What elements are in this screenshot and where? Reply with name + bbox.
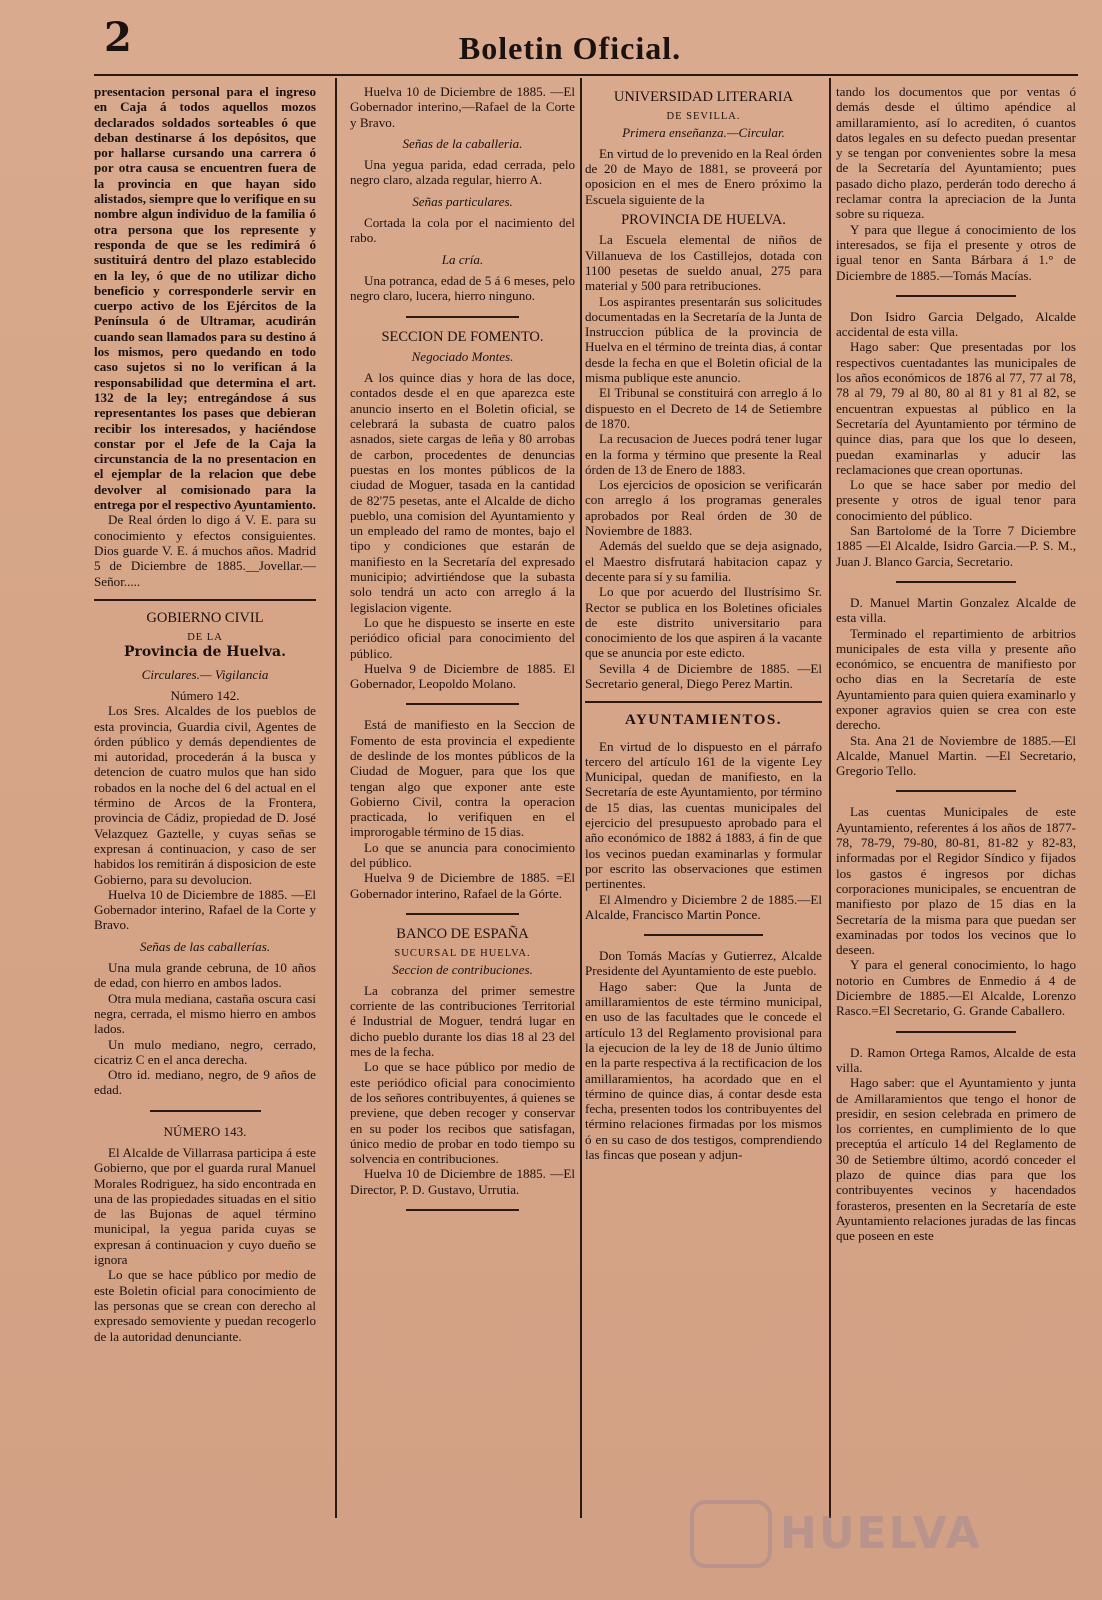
section-divider [836,577,1076,587]
header-rule [94,74,1078,76]
section-divider [585,701,822,703]
article-text: Los Sres. Alcaldes de los pueblos de esta provincia, Guardia civil, Agentes de órden público y demás dependientes de mi autoridad, procederán á la busca y detencion de cuatro mulos que han sido robados en la noche del 6 del actual en el término de Arcos de la Frontera, provincia de Cádiz, propiedad de D. José Velazquez Gaztelle, y cuyas señas se expresan á continuacion, y caso de ser habidos los remitirán á disposicion de este Gobierno, para su devolucion. [94,703,316,887]
article-text: tando los documentos que por ventas ó demás desde el último apéndice al amillaramiento, así lo acrediten, ó cuantos datos legales en su defecto puedan presentar y se tengan por convenientes sobre la mesa de la Secretaría del Ayuntamiento; pues pasado dicho plazo, perderán todo derecho á reclamar contra la apreciacion de la Junta sobre su riqueza. [836,84,1076,222]
article-text: Lo que por acuerdo del Ilustrísimo Sr. Rector se publica en los Boletines oficiales de este distrito universitario para conocimiento de los que aspiren á la vacante que se anuncia por este edicto. [585,584,822,661]
section-divider [94,599,316,601]
article-text: D. Ramon Ortega Ramos, Alcalde de esta villa. [836,1044,1076,1075]
article-text: Don Isidro Garcia Delgado, Alcalde accidental de esta villa. [836,308,1076,340]
article-text: Un mulo mediano, negro, cerrado, cicatriz C en el anca derecha. [94,1036,316,1067]
section-subheading: Circulares.— Vigilancia [141,666,269,682]
section-subheading: Seccion de contribuciones. [392,961,533,977]
article-text: La Escuela elemental de niños de Villanueva de los Castillejos, dotada con 1100 pesetas de sueldo anual, 275 para material y 500 para retribuciones. [585,232,822,294]
article-text: D. Manuel Martin Gonzalez Alcalde de esta villa. [836,594,1076,626]
article-text: Huelva 9 de Diciembre de 1885. El Gobernador, Leopoldo Molano. [350,660,575,692]
article-text: El Tribunal se constituirá con arreglo á lo dispuesto en el Decreto de 14 de Setiembre de 1870. [585,385,822,431]
section-subheading: La cría. [441,251,484,267]
article-text: Cortada la cola por el nacimiento del rabo. [350,215,575,246]
column-4 [836,84,1076,1243]
article-text: Una potranca, edad de 5 á 6 meses, pelo negro claro, lucera, hierro ninguno. [350,272,575,304]
article-text: Huelva 9 de Diciembre de 1885. =El Gobernador interino, Rafael de la Górte. [350,870,575,901]
article-text: Las cuentas Municipales de este Ayuntamiento, referentes á los años de 1877-78, 78-79, 79-80, 80-81, 81-82 y 82-83, informadas por el Regidor Síndico y fijados los gastos é ingresos por dichas corporaciones municipales, se encuentran de manifiesto por plazo de 15 dias en la Secretaría de la misma para que puedan ser examinadas por todos los vecinos que lo deseen. [836,804,1076,958]
article-text: Don Tomás Macías y Gutierrez, Alcalde Presidente del Ayuntamiento de este pueblo. [585,948,822,979]
article-text: Lo que se anuncia para conocimiento del público. [350,839,575,871]
article-text: De Real órden lo digo á V. E. para su conocimiento y efectos consiguientes. Dios guarde V. E. á muchos años. Madrid 5 de Diciembre de 1885.__Jovellar.—Señor..... [94,512,316,589]
newspaper-title: Boletin Oficial. [458,30,682,66]
section-subheading: SUCURSAL DE HUELVA. [394,948,531,960]
notice-number: Número 142. [170,687,240,703]
column-divider [335,78,337,1518]
column-1 [94,84,316,1344]
section-divider [836,786,1076,796]
section-heading: UNIVERSIDAD LITERARIA [613,89,794,105]
article-text: Terminado el repartimiento de arbitrios municipales de esta villa y presente año económico, se encuentra de manifiesto por ocho dias en la Secretaría de este Ayuntamiento para quien quiera examinarlo y exponer agravios quien se crea con este derecho. [836,625,1076,733]
section-heading: GOBIERNO CIVIL [146,609,264,626]
article-text: Una mula grande cebruna, de 10 años de edad, con hierro en ambos lados. [94,960,316,991]
article-text: La cobranza del primer semestre corriente de las contribuciones Territorial é Industrial de Moguer, tendrá lugar en dicho pueblo durante los dias 18 al 23 del mes de la fecha. [350,982,575,1060]
page-number: 2 [104,14,132,61]
section-heading: PROVINCIA DE HUELVA. [621,212,786,229]
article-text: A los quince dias y hora de las doce, contados desde el en que aparezca este anuncio inserto en el Boletin oficial, se celebrará la subasta de cuatro palos asnados, siete cargas de leña y 80 arrobas de carbon, procedentes de denuncias puestas en los montes públicos de la ciudad de Moguer, tasada en la cantidad de 82'75 pesetas, ante el Alcalde de dicho pueblo, una comision del Ayuntamiento y un empleado del ramo de montes, bajo el tipo y condiciones que estarán de manifiesto en la Secretaría del expresado municipio; advirtiéndose que la subasta solo tendrá un acto con arreglo á la legislacion vigente. [350,370,575,615]
section-subheading: Señas particulares. [412,193,513,209]
section-heading: AYUNTAMIENTOS. [624,712,782,729]
article-text: Huelva 10 de Diciembre de 1885. —El Gobernador interino, Rafael de la Corte y Bravo. [94,886,316,933]
article-text: Y para el general conocimiento, lo hago notorio en Cumbres de Enmedio á 4 de Diciembre de 1885.—El Alcalde, Lorenzo Rasco.=El Secretario, G. Grande Caballero. [836,957,1076,1019]
section-subheading: Señas de la caballeria. [402,135,523,151]
section-heading: SECCION DE FOMENTO. [381,328,544,345]
article-text: Y para que llegue á conocimiento de los interesados, se fija el presente y otros de igual tenor en Santa Bárbara á 1.° de Diciembre de 1885.—Tomás Macías. [836,221,1076,283]
column-3 [585,84,822,1162]
section-subheading: Provincia de Huelva. [124,644,286,661]
watermark-text: HUELVA [780,1508,982,1559]
section-heading: BANCO DE ESPAÑA [396,925,529,942]
section-divider [350,909,575,919]
notice-number: NÚMERO 143. [163,1123,247,1139]
article-text: En virtud de lo prevenido en la Real órden de 20 de Mayo de 1881, se proveerá por oposicion en el mes de Enero próximo la Escuela siguiente de la [585,145,822,207]
article-text: Lo que he dispuesto se inserte en este periódico oficial para conocimiento del público. [350,614,575,661]
section-subheading: DE LA [187,632,223,644]
column-divider [829,78,831,1518]
article-text: Sta. Ana 21 de Noviembre de 1885.—El Alcalde, Manuel Martin. —El Secretario, Gregorio Tello. [836,732,1076,779]
column-2 [350,84,575,1223]
section-subheading: Primera enseñanza.—Circular. [622,124,785,140]
article-text: Hago saber: Que presentadas por los respectivos cuentadantes las municipales de los años económicos de 1876 al 77, 77 al 78, 78 al 79, 79 al 80, 80 al 81 y 81 al 82, se encuentran expuestas al público en la Secretaría del Ayuntamiento por término de quince dias, para que los que lo deseen, puedan examinarlas y aducir las reclamaciones que crean oportunas. [836,339,1076,477]
section-subheading: DE SEVILLA. [666,111,741,123]
watermark [690,1508,982,1559]
article-text: Una yegua parida, edad cerrada, pelo negro claro, alzada regular, hierro A. [350,157,575,188]
article-text: Los aspirantes presentarán sus solicitudes documentadas en la Secretaría de la Junta de Instruccion pública de la provincia de Huelva en el término de treinta dias, á contar desde la fecha en que el Boletin oficial de la misma publique este anuncio. [585,293,822,386]
article-text: Huelva 10 de Diciembre de 1885. —El Gobernador interino,—Rafael de la Corte y Bravo. [350,84,575,130]
article-text: Hago saber: Que la Junta de amillaramientos de este término municipal, en uso de las facultades que le concede el artículo 13 del Reglamento provisional para la ejecucion de la ley de 18 de Junio último en la parte respectiva á la rectificacion de los amillaramientos, ha acordado que en el término de quince dias, á contar desde esta fecha, presenten todos los contribuyentes del término relaciones firmadas por los mismos ó en su caso de dos testigos, comprendiendo las fincas que posean y adjun- [585,978,822,1162]
section-subheading: Negociado Montes. [411,348,514,364]
watermark-logo-icon [690,1500,772,1568]
section-divider [350,699,575,709]
article-text: Además del sueldo que se deja asignado, el Maestro disfrutará habitacion capaz y decente para sí y su familia. [585,538,822,584]
article-text: Otro id. mediano, negro, de 9 años de edad. [94,1067,316,1098]
section-divider [94,1106,316,1116]
article-text: presentacion personal para el ingreso en Caja á todos aquellos mozos declarados soldados sorteables ó que deban destinarse á los depósitos, que por hallarse cursando una carrera ó por otra causa se encuentren fuera de la provincia en que hayan sido alistados, siempre que lo verifique en su nombre algun individuo de la familia ó otra persona que los represente y responda de que se les redimirá ó sustituirá dentro del plazo establecido en la ley, ó que de no utilizar dicho beneficio y corresponderle servir en cuerpo activo de los Ejércitos de la Península ó de Ultramar, acudirán cuando sean llamados para su destino á los mismos, pero quedando en todo caso sujetos si no lo verifican á la responsabilidad que determina el art. 132 de la ley; entregándose á sus representantes los pases que debieran recibir los interesados, y haciéndose constar por el Jefe de la Caja la circunstancia de la no presentacion en el ejemplar de la relacion que debe devolver al comisionado para la entrega por el respectivo Ayuntamiento. [94,84,316,513]
article-text: Huelva 10 de Diciembre de 1885. —El Director, P. D. Gustavo, Urrutia. [350,1166,575,1197]
article-text: San Bartolomé de la Torre 7 Diciembre 1885 —El Alcalde, Isidro Garcia.—P. S. M., Juan J. Blanco Garcia, Secretario. [836,523,1076,569]
article-text: Está de manifiesto en la Seccion de Fomento de esta provincia el expediente de deslinde de los montes públicos de la Ciudad de Moguer, para que los que tengan algo que exponer ante este Gobierno Civil, contra la operacion practicada, lo verifiquen en el improrogable término de 15 dias. [350,717,575,840]
article-text: Lo que se hace público por medio de este periódico oficial para conocimiento de los señores contribuyentes, á quienes se previene, que deben recoger y conservar en su poder los recibos que satisfagan, único medio de probar en todo tiempo su solvencia en contribuciones. [350,1059,575,1167]
masthead [0,0,1102,78]
article-text: El Alcalde de Villarrasa participa á este Gobierno, que por el guarda rural Manuel Morales Rodriguez, ha sido encontrada en una de las propiedades situadas en el sitio de las Bujonas de aquel término municipal, la yegua parida cuyas se expresan á continuacion y cuyo dueño se ignora [94,1145,316,1268]
article-text: Lo que se hace saber por medio del presente y otros de igual tenor para conocimiento del público. [836,477,1076,523]
article-text: Los ejercicios de oposicion se verificarán con arreglo á los programas generales aprobados por Real órden de 30 de Noviembre de 1883. [585,477,822,539]
section-divider [350,312,575,322]
column-divider [580,78,582,1518]
article-text: Lo que se hace público por medio de este Boletin oficial para conocimiento de las personas que se crean con derecho al expresado semoviente y puedan recogerlo de la autoridad denunciante. [94,1267,316,1344]
section-subheading: Señas de las caballerías. [139,938,271,954]
section-divider [350,1205,575,1215]
article-text: Sevilla 4 de Diciembre de 1885. —El Secretario general, Diego Perez Martin. [585,660,822,691]
article-text: La recusacion de Jueces podrá tener lugar en la forma y término que presente la Real órden de 13 de Enero de 1883. [585,431,822,477]
article-text: En virtud de lo dispuesto en el párrafo tercero del artículo 161 de la vigente Ley Municipal, quedan de manifiesto, en la Secretaría de este Ayuntamiento, por término de 15 dias, las cuentas municipales del ejercicio del presupuesto aprobado para el año económico de 1882 á 1883, á fin de que los vecinos puedan examinarlas y formular por escrito las observaciones que estimen pertinentes. [585,738,822,892]
article-text: Otra mula mediana, castaña oscura casi negra, cerrada, el mismo hierro en ambos lados. [94,990,316,1037]
article-text: El Almendro y Diciembre 2 de 1885.—El Alcalde, Francisco Martin Ponce. [585,891,822,922]
article-text: Hago saber: que el Ayuntamiento y junta de Amillaramientos que tengo el honor de presidir, en sesion celebrada en primero de los corrientes, en cumplimiento de lo que preceptúa el artículo 14 del Reglamento de 30 de Setiembre último, acordó conceder el plazo de quince dias para que los contribuyentes vecinos y hacendados forasteros, presenten en la Secretaría de este Ayuntamiento relaciones juradas de las fincas que poseen en este [836,1075,1076,1244]
section-divider [836,291,1076,301]
section-divider [585,930,822,940]
section-divider [836,1027,1076,1037]
